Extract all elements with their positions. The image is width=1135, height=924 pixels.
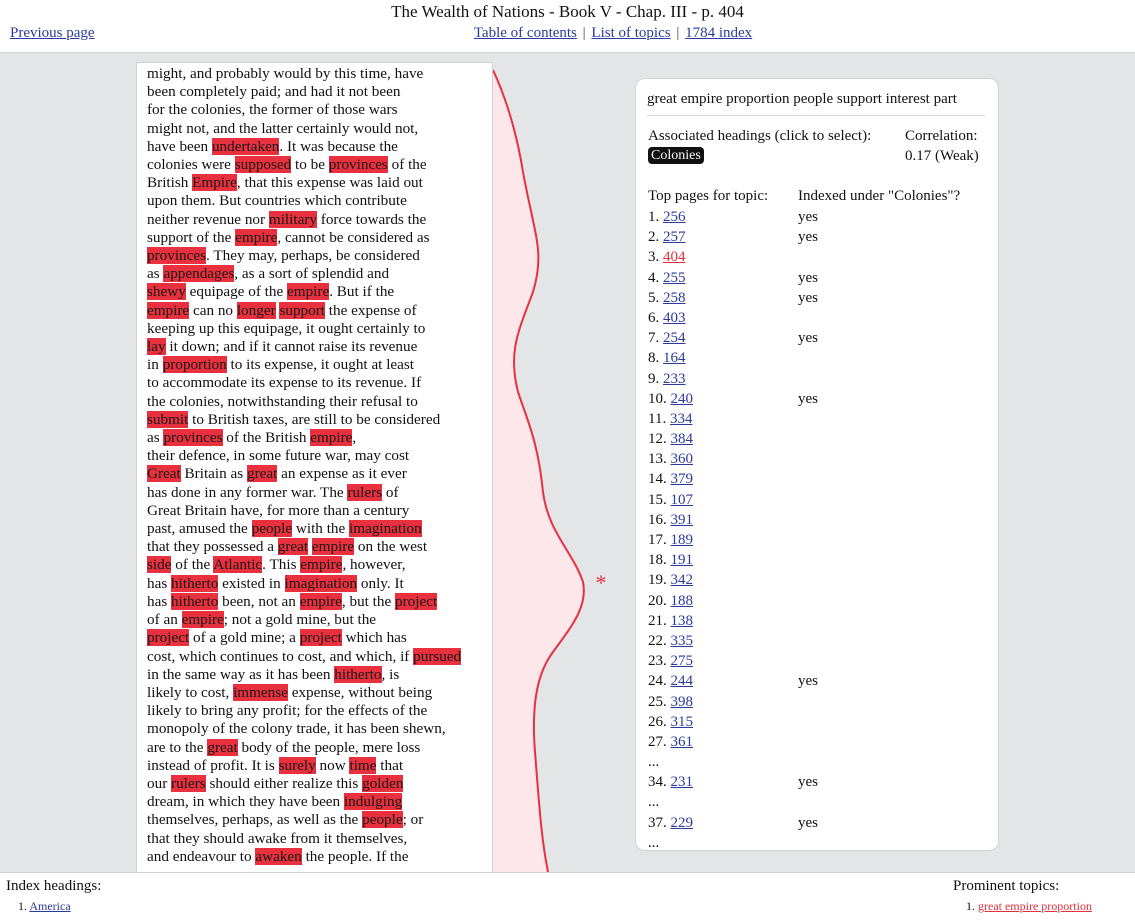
top-page-row (648, 530, 948, 550)
indexed-yes: yes (798, 209, 818, 225)
prominent-topic-number: 1. (966, 899, 975, 913)
highlighted-term: great (277, 538, 309, 556)
text-segment: themselves, perhaps, as well as the (147, 811, 363, 829)
previous-page-link[interactable]: Previous page (10, 25, 95, 41)
text-segment: likely to bring any profit; for the effects of the (147, 702, 428, 720)
page-link[interactable]: 244 (670, 673, 693, 690)
text-segment: instead of profit. It is (147, 756, 279, 774)
top-page-row (648, 671, 948, 691)
text-segment: can no (189, 301, 237, 319)
page-rank: 17. (648, 532, 667, 548)
text-segment: been, not an (218, 592, 300, 610)
highlighted-term: project (147, 629, 190, 647)
text-segment: , but the (341, 592, 396, 610)
page-rank: 11. (648, 410, 667, 427)
page-link[interactable]: 233 (663, 370, 686, 387)
correlation-value: 0.17 (Weak) (905, 148, 979, 164)
text-line (147, 265, 482, 283)
page-rank: 21. (648, 612, 667, 629)
text-line (147, 848, 482, 866)
highlighted-term: side (147, 556, 172, 574)
text-segment: on the west (354, 538, 428, 556)
highlighted-term: appendages (163, 265, 235, 283)
topic-title: great empire proportion people support interest part (647, 91, 957, 107)
index-heading-america-link[interactable]: America (29, 899, 71, 913)
highlighted-term: great (246, 465, 278, 483)
text-segment: that (376, 756, 404, 774)
index-heading-number: 1. (18, 899, 27, 913)
highlighted-term: empire (147, 301, 190, 319)
page-rank: 18. (648, 552, 667, 569)
highlighted-term: people (362, 811, 403, 829)
indexed-yes: yes (798, 229, 818, 246)
highlighted-term: empire (299, 592, 342, 610)
highlighted-term: hitherto (334, 665, 382, 683)
page-link[interactable]: 256 (663, 209, 686, 225)
text-line (147, 575, 482, 593)
text-line (147, 447, 482, 465)
text-line (147, 538, 482, 556)
page-link[interactable]: 360 (670, 451, 693, 468)
highlighted-term: empire (287, 283, 330, 301)
page-rank: 3. (648, 249, 660, 266)
text-segment: cost, which continues to cost, and which, if (147, 647, 414, 665)
page-link[interactable]: 315 (670, 713, 693, 730)
text-line (147, 702, 482, 720)
text-line (147, 283, 482, 301)
text-segment: equipage of the (185, 283, 288, 301)
top-page-row (648, 510, 948, 530)
text-segment: an expense as it ever (277, 465, 407, 483)
page-title: The Wealth of Nations - Book V - Chap. III - p. 404 (391, 2, 744, 21)
text-segment: neither revenue nor (147, 210, 269, 228)
text-segment: which has (341, 629, 407, 647)
indexed-yes: yes (798, 814, 818, 831)
highlighted-term: lay (147, 338, 166, 356)
divider (647, 115, 985, 116)
page-rank: 5. (648, 289, 660, 306)
text-line (147, 138, 482, 156)
density-fill (493, 70, 584, 872)
text-segment: should either realize this (205, 774, 363, 792)
text-line (147, 120, 482, 138)
top-page-row (648, 247, 948, 267)
text-line (147, 374, 482, 392)
page-rank: 6. (648, 309, 660, 326)
page-text (137, 63, 492, 866)
index-headings-label: Index headings: (6, 878, 102, 894)
top-page-row (648, 409, 948, 429)
nav-links (0, 25, 1135, 42)
top-pages-list (648, 207, 948, 851)
text-segment: . This (262, 556, 301, 574)
page-link[interactable]: 257 (663, 229, 686, 246)
text-line (147, 720, 482, 738)
text-line (147, 411, 482, 429)
top-page-row (648, 611, 948, 631)
text-segment: for the colonies, the former of those wars (147, 101, 398, 119)
highlighted-term: awaken (255, 847, 302, 865)
text-segment: with the (292, 520, 350, 538)
text-segment: . They may, perhaps, be considered (206, 247, 420, 265)
highlighted-term: provinces (163, 429, 223, 447)
text-segment: , (352, 429, 357, 447)
page-link[interactable]: 361 (670, 733, 693, 750)
text-segment: the people. If the (301, 847, 409, 865)
text-segment: has (147, 592, 172, 610)
highlighted-term: empire (310, 429, 353, 447)
text-line (147, 793, 482, 811)
text-segment: only. It (357, 574, 404, 592)
top-page-row (648, 712, 948, 732)
text-line (147, 830, 482, 848)
text-segment: expense, without being (287, 683, 433, 701)
page-link[interactable]: 189 (670, 532, 693, 548)
text-line (147, 65, 482, 83)
text-segment: , as a sort of splendid and (234, 265, 390, 283)
text-line (147, 247, 482, 265)
pages-ellipsis: ... (648, 754, 660, 771)
text-line (147, 211, 482, 229)
page-link[interactable]: 188 (670, 592, 693, 609)
text-segment: might, and probably would by this time, have (147, 65, 424, 82)
top-page-row (648, 591, 948, 611)
page-rank: 9. (648, 370, 660, 387)
text-segment: Great Britain have, for more than a century (147, 501, 410, 519)
highlighted-term: hitherto (171, 574, 219, 592)
highlighted-term: Empire (192, 174, 237, 192)
highlighted-term: empire (181, 611, 224, 629)
top-page-row (648, 449, 948, 469)
prominent-topics-label: Prominent topics: (953, 878, 1060, 894)
highlighted-term: undertaken (211, 137, 280, 155)
top-page-row (648, 207, 948, 227)
text-line (147, 156, 482, 174)
topic-panel (635, 78, 999, 851)
text-segment: ; not a gold mine, but the (223, 611, 377, 629)
top-page-row (648, 369, 948, 389)
highlighted-term: Atlantic (213, 556, 263, 574)
page-link[interactable]: 335 (670, 632, 693, 649)
page-text-panel (136, 62, 493, 874)
text-line (147, 629, 482, 647)
page-rank: 2. (648, 229, 660, 246)
page-rank: 34. (648, 774, 667, 791)
highlighted-term: longer (236, 301, 276, 319)
text-segment: that they should awake from it themselves, (147, 829, 408, 847)
text-segment: British (147, 174, 193, 192)
highlighted-term: Great (147, 465, 181, 483)
text-segment: their defence, in some future war, may cost (147, 447, 410, 465)
current-page-link[interactable]: 404 (663, 249, 686, 266)
highlighted-term: empire (235, 228, 278, 246)
highlighted-term: submit (147, 410, 189, 428)
page-link[interactable]: 342 (670, 572, 693, 589)
text-segment: to British taxes, are still to be considered (188, 410, 441, 428)
text-line (147, 611, 482, 629)
highlighted-term: rulers (347, 483, 383, 501)
text-segment: to be (291, 156, 329, 174)
highlighted-term: imagination (349, 520, 422, 538)
highlighted-term: provinces (328, 156, 388, 174)
top-page-row (648, 772, 948, 792)
prominent-topic-item (966, 899, 1092, 914)
index-heading-item (18, 899, 71, 914)
table-of-contents-link[interactable]: Table of contents (473, 25, 577, 41)
page-link[interactable]: 391 (670, 511, 693, 528)
text-line (147, 739, 482, 757)
top-page-row (648, 348, 948, 368)
indexed-yes: yes (798, 269, 818, 286)
text-line (147, 356, 482, 374)
page-rank: 27. (648, 733, 667, 750)
page-rank: 8. (648, 350, 660, 367)
text-line (147, 320, 482, 338)
text-line (147, 666, 482, 684)
pages-ellipsis: ... (648, 794, 660, 811)
highlighted-term: indulging (343, 793, 403, 811)
associated-heading-colonies[interactable]: Colonies (648, 147, 704, 164)
text-segment: monopoly of the colony trade, it has been shewn, (147, 720, 446, 738)
page-rank: 23. (648, 653, 667, 670)
current-position-marker: * (595, 570, 607, 595)
indexed-yes: yes (798, 774, 818, 791)
page-rank: 14. (648, 471, 667, 488)
text-line (147, 192, 482, 210)
text-segment: and endeavour to (147, 847, 256, 865)
text-line (147, 101, 482, 119)
text-segment: our (147, 774, 172, 792)
highlighted-term: rulers (171, 774, 206, 792)
page-rank: 7. (648, 330, 660, 347)
highlighted-term: great (207, 738, 238, 756)
page-link[interactable]: 384 (670, 431, 693, 448)
associated-headings-label: Associated headings (click to select): (648, 128, 872, 144)
page-link[interactable]: 229 (670, 814, 693, 831)
text-segment: to its expense, it ought at least (226, 356, 415, 374)
text-line (147, 302, 482, 320)
text-segment: are to the (147, 738, 208, 756)
top-page-row (648, 268, 948, 288)
text-segment: of an (147, 611, 182, 629)
text-segment: the expense of (325, 301, 417, 319)
indexed-under-heading: Indexed under "Colonies"? (798, 188, 961, 204)
highlighted-term: empire (311, 538, 355, 556)
top-page-row (648, 570, 948, 590)
text-segment: , is (381, 665, 400, 683)
nav-separator: | (582, 25, 586, 41)
text-segment: , that this expense was laid out (236, 174, 423, 192)
text-segment: body of the people, mere loss (237, 738, 421, 756)
page-rank: 15. (648, 491, 667, 508)
page-link[interactable]: 398 (670, 693, 693, 710)
highlighted-term: support (279, 301, 325, 319)
page-rank: 24. (648, 673, 667, 690)
page-link[interactable]: 275 (670, 653, 693, 670)
page-link[interactable]: 240 (670, 390, 693, 407)
correlation-label: Correlation: (905, 128, 978, 144)
highlighted-term: surely (278, 756, 316, 774)
page-link[interactable]: 231 (670, 774, 693, 791)
indexed-yes: yes (798, 390, 818, 407)
text-segment: in (147, 356, 163, 374)
top-pages-heading: Top pages for topic: (648, 188, 769, 204)
page-rank: 37. (648, 814, 667, 831)
text-segment: . It was because the (279, 137, 398, 155)
page-rank: 4. (648, 269, 660, 286)
page-link[interactable]: 379 (670, 471, 693, 488)
indexed-yes: yes (798, 673, 818, 690)
text-segment: of the (387, 156, 427, 174)
page-rank: 12. (648, 431, 667, 448)
top-page-row (648, 288, 948, 308)
topic-density-curve (493, 62, 633, 872)
pages-ellipsis: ... (648, 834, 660, 851)
highlighted-term: people (251, 520, 293, 538)
highlighted-term: pursued (413, 647, 462, 665)
top-page-row (648, 227, 948, 247)
text-line (147, 83, 482, 101)
text-line (147, 811, 482, 829)
highlighted-term: military (268, 210, 317, 228)
text-line (147, 757, 482, 775)
text-line (147, 520, 482, 538)
top-page-row (648, 490, 948, 510)
text-line (147, 174, 482, 192)
page-rank: 13. (648, 451, 667, 468)
text-line (147, 229, 482, 247)
text-segment: has (147, 574, 172, 592)
highlighted-term: provinces (147, 247, 207, 265)
highlighted-term: proportion (162, 356, 227, 374)
page-rank: 22. (648, 632, 667, 649)
text-line (147, 775, 482, 793)
page-link[interactable]: 255 (663, 269, 686, 286)
page-rank: 10. (648, 390, 667, 407)
text-segment: of (382, 483, 399, 501)
text-segment: it down; and if it cannot raise its revenue (165, 338, 418, 356)
text-segment: ; or (402, 811, 424, 829)
text-segment: in the same way as it has been (147, 665, 335, 683)
page-link[interactable]: 164 (663, 350, 686, 367)
page-rank: 20. (648, 592, 667, 609)
top-page-row (648, 308, 948, 328)
top-page-row (648, 469, 948, 489)
text-segment: has done in any former war. The (147, 483, 348, 501)
text-line (147, 502, 482, 520)
page-link[interactable]: 107 (670, 491, 693, 508)
text-segment: support of the (147, 228, 236, 246)
page-link[interactable]: 258 (663, 289, 686, 306)
text-segment: likely to cost, (147, 683, 234, 701)
top-page-row (648, 813, 948, 833)
text-line (147, 648, 482, 666)
highlighted-term: empire (300, 556, 343, 574)
text-segment: of a gold mine; a (189, 629, 300, 647)
text-line (147, 484, 482, 502)
highlighted-term: project (395, 592, 438, 610)
top-page-row (648, 550, 948, 570)
highlighted-term: shewy (147, 283, 186, 301)
page-link[interactable]: 334 (669, 410, 693, 427)
page-link[interactable]: 403 (663, 309, 686, 326)
highlighted-term: hitherto (171, 592, 219, 610)
highlighted-term: immense (233, 683, 288, 701)
text-line (147, 429, 482, 447)
text-segment: of the British (222, 429, 311, 447)
text-segment: of the (171, 556, 214, 574)
nav-separator: | (676, 25, 680, 41)
text-segment: existed in (218, 574, 285, 592)
text-segment: . But if the (329, 283, 395, 301)
text-segment: as (147, 265, 164, 283)
top-page-row (648, 651, 948, 671)
top-page-row (648, 631, 948, 651)
footer-bar (0, 872, 1135, 924)
text-line (147, 465, 482, 483)
text-segment: keeping up this equipage, it ought certainly to (147, 319, 426, 337)
text-segment: force towards the (316, 210, 427, 228)
text-segment: past, amused the (147, 520, 252, 538)
header-bar (0, 0, 1135, 53)
top-page-row (648, 429, 948, 449)
text-segment: , cannot be considered as (277, 228, 430, 246)
page-rank: 26. (648, 713, 667, 730)
text-segment: as (147, 429, 164, 447)
text-segment: been completely paid; and had it not been (147, 83, 401, 101)
text-segment: dream, in which they have been (147, 793, 344, 811)
list-of-topics-link[interactable]: List of topics (591, 25, 671, 41)
text-segment: the colonies, notwithstanding their refusal to (147, 392, 418, 410)
highlighted-term: imagination (284, 574, 358, 592)
indexed-yes: yes (798, 289, 818, 306)
text-segment: to accommodate its expense to its revenue. If (147, 374, 422, 392)
page-rank: 1. (648, 209, 660, 225)
text-segment: have been (147, 137, 212, 155)
text-segment: Britain as (180, 465, 247, 483)
prominent-topic-link[interactable]: great empire proportion (978, 899, 1092, 913)
text-line (147, 684, 482, 702)
page-rank: 16. (648, 511, 667, 528)
text-segment: upon them. But countries which contribute (147, 192, 407, 210)
page-rank: 25. (648, 693, 667, 710)
index-1784-link[interactable]: 1784 index (685, 25, 753, 41)
text-segment: , however, (342, 556, 406, 574)
text-line (147, 393, 482, 411)
top-page-row (648, 328, 948, 348)
top-page-row (648, 389, 948, 409)
text-segment: colonies were (147, 156, 235, 174)
text-segment: that they possessed a (147, 538, 278, 556)
highlighted-term: supposed (234, 156, 292, 174)
page-link[interactable]: 254 (663, 330, 686, 347)
text-segment: now (315, 756, 350, 774)
page-rank: 19. (648, 572, 667, 589)
text-segment: might not, and the latter certainly would not, (147, 119, 419, 137)
top-page-row (648, 732, 948, 752)
page-link[interactable]: 191 (670, 552, 693, 569)
top-page-row (648, 692, 948, 712)
text-line (147, 556, 482, 574)
highlighted-term: time (349, 756, 377, 774)
text-line (147, 593, 482, 611)
highlighted-term: project (299, 629, 342, 647)
text-line (147, 338, 482, 356)
highlighted-term: golden (362, 774, 404, 792)
page-link[interactable]: 138 (670, 612, 693, 629)
indexed-yes: yes (798, 330, 818, 347)
